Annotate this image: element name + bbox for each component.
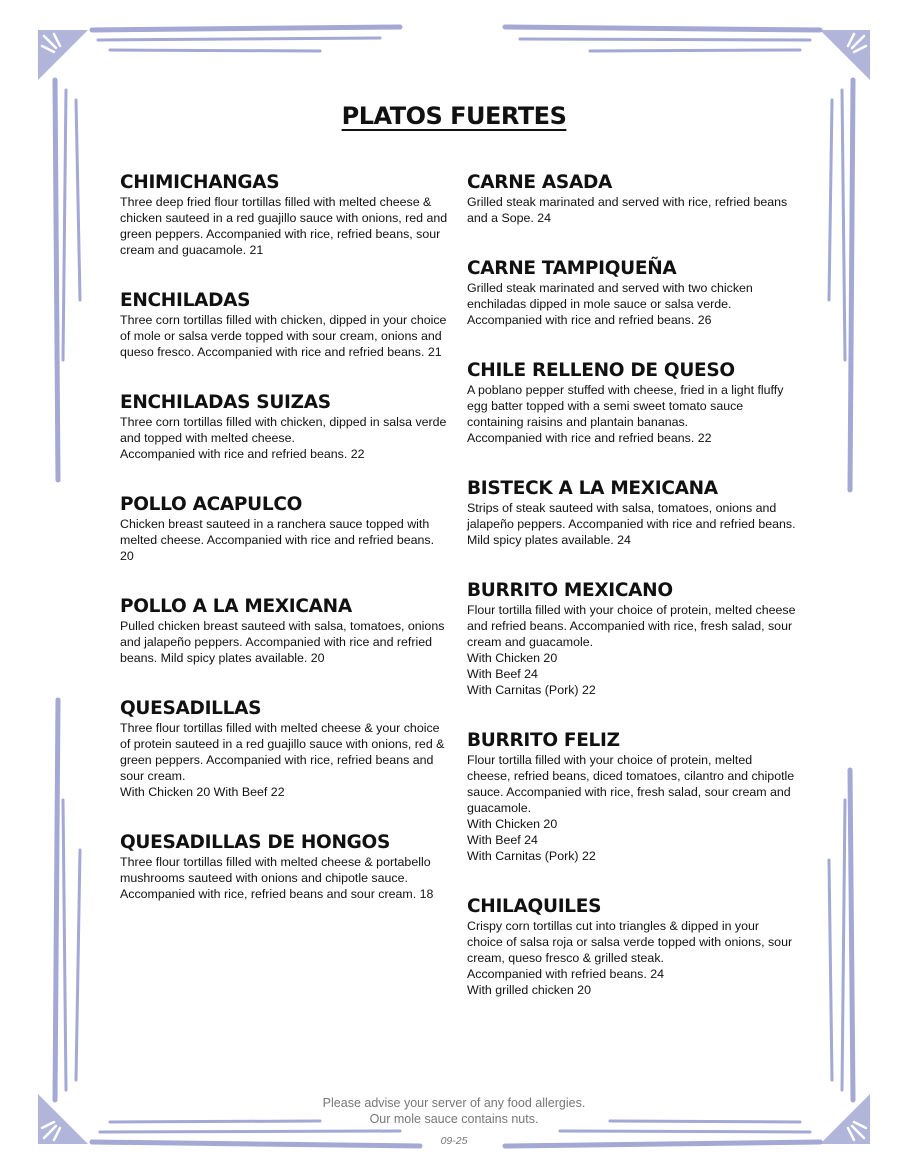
- menu-item-name: CHIMICHANGAS: [120, 172, 280, 193]
- menu-item-description: Strips of steak sauteed with salsa, tomatoes, onions and jalapeño peppers. Accompanied with rice and refried beans. Mild spicy plates available. 24: [467, 501, 796, 547]
- menu-item: [120, 392, 450, 462]
- menu-item: [467, 478, 797, 548]
- menu-item-description: Chicken breast sauteed in a ranchera sauce topped with melted cheese. Accompanied with rice and refried beans. 20: [120, 517, 435, 563]
- menu-item-name: POLLO A LA MEXICANA: [120, 596, 352, 617]
- menu-item-name: CHILAQUILES: [467, 896, 602, 917]
- menu-item-name: CARNE TAMPIQUEÑA: [467, 258, 677, 279]
- menu-item-name: BURRITO MEXICANO: [467, 580, 673, 601]
- menu-item-name: QUESADILLAS DE HONGOS: [120, 832, 390, 853]
- date-code: 09-25: [440, 1135, 468, 1147]
- menu-item: [120, 172, 450, 258]
- menu-item-description: Flour tortilla filled with your choice of protein, melted cheese and refried beans. Accompanied with rice, fresh salad, sour cream and guacamole. With Chicken 20 With Beef 24 With Carnitas (Pork) 22: [467, 603, 796, 697]
- allergy-note: Please advise your server of any food allergies.: [322, 1096, 586, 1110]
- menu-item-description: Crispy corn tortillas cut into triangles & dipped in your choice of salsa roja or salsa verde topped with onions, sour cream, queso fresco & grilled steak. Accompanied with refried beans. 24 With grilled chicken 20: [467, 919, 793, 997]
- menu-item-name: ENCHILADAS SUIZAS: [120, 392, 331, 413]
- menu-item-description: Three flour tortillas filled with melted cheese & your choice of protein sauteed in a red guajillo sauce with onions, red & green peppers. Accompanied with rice, refried beans and sour cream. With Chicken 20 With Beef 22: [120, 721, 445, 799]
- menu-item: [120, 596, 450, 666]
- menu-item: [467, 258, 797, 328]
- menu-item-name: BURRITO FELIZ: [467, 730, 620, 751]
- menu-item-name: CHILE RELLENO DE QUESO: [467, 360, 735, 381]
- footer: [0, 1095, 908, 1149]
- menu-column-right: [467, 172, 797, 998]
- menu-item-name: ENCHILADAS: [120, 290, 251, 311]
- menu-item-description: Three flour tortillas filled with melted cheese & portabello mushrooms sauteed with onions and chipotle sauce. Accompanied with rice, refried beans and sour cream. 18: [120, 855, 434, 901]
- page-title-text: PLATOS FUERTES: [341, 102, 567, 130]
- menu-item-description: Three corn tortillas filled with chicken, dipped in salsa verde and topped with melted cheese. Accompanied with rice and refried beans. 22: [120, 415, 447, 461]
- nuts-note: Our mole sauce contains nuts.: [369, 1112, 539, 1126]
- menu-item-name: POLLO ACAPULCO: [120, 494, 303, 515]
- menu-item: [120, 290, 450, 360]
- menu-item-description: Grilled steak marinated and served with two chicken enchiladas dipped in mole sauce or salsa verde. Accompanied with rice and refried beans. 26: [467, 281, 753, 327]
- menu-item-name: QUESADILLAS: [120, 698, 262, 719]
- menu-item-description: Flour tortilla filled with your choice of protein, melted cheese, refried beans, diced tomatoes, cilantro and chipotle sauce. Accompanied with rice, fresh salad, sour cream and guacamole. With Chicken 20 With Beef 24 With Carnitas (Pork) 22: [467, 753, 795, 863]
- menu-item-description: Three deep fried flour tortillas filled with melted cheese & chicken sauteed in a red guajillo sauce with onions, red and green peppers. Accompanied with rice, refried beans, sour cream and guacamole. 21: [120, 195, 448, 257]
- menu-item-name: CARNE ASADA: [467, 172, 613, 193]
- menu-item-name: BISTECK A LA MEXICANA: [467, 478, 718, 499]
- menu-column-left: [120, 172, 450, 902]
- menu-item-description: Three corn tortillas filled with chicken, dipped in your choice of mole or salsa verde topped with sour cream, onions and queso fresco. Accompanied with rice and refried beans. 21: [120, 313, 447, 359]
- menu-item: [467, 896, 797, 998]
- page-title: [0, 102, 908, 130]
- menu-item-description: Pulled chicken breast sauteed with salsa, tomatoes, onions and jalapeño peppers. Accompanied with rice and refried beans. Mild spicy plates available. 20: [120, 619, 445, 665]
- menu-item: [467, 580, 797, 698]
- menu-item: [120, 494, 450, 564]
- menu-item: [120, 698, 450, 800]
- menu-item-description: Grilled steak marinated and served with rice, refried beans and a Sope. 24: [467, 195, 788, 225]
- menu-item: [120, 832, 450, 902]
- menu-item-description: A poblano pepper stuffed with cheese, fried in a light fluffy egg batter topped with a semi sweet tomato sauce containing raisins and plantain bananas. Accompanied with rice and refried beans. 22: [467, 383, 784, 445]
- menu-item: [467, 730, 797, 864]
- menu-item: [467, 172, 797, 226]
- menu-item: [467, 360, 797, 446]
